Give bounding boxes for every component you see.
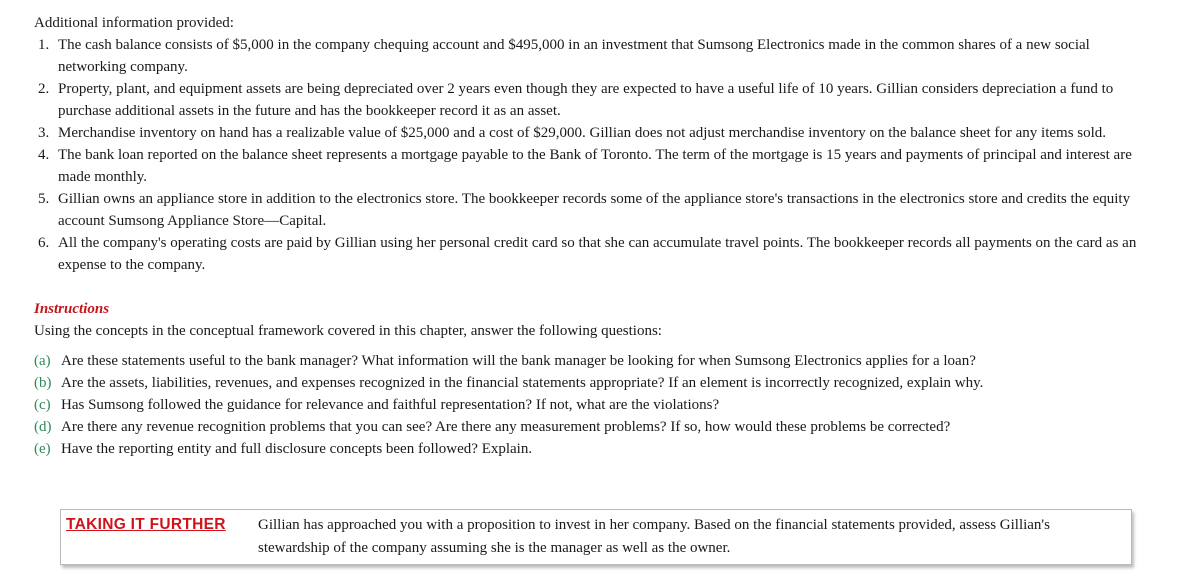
question-text: Are there any revenue recognition problems that you can see? Are there any measurement problems? If so, how would these problems be corrected?	[61, 419, 951, 435]
intro-text: Additional information provided:	[34, 15, 234, 31]
question-a	[34, 350, 1144, 372]
question-text: Are the assets, liabilities, revenues, and expenses recognized in the financial statements appropriate? If an element is incorrectly recognized, explain why.	[61, 375, 984, 391]
info-item-number: 4.	[38, 147, 50, 163]
info-item-number: 1.	[38, 37, 50, 53]
question-b	[34, 372, 1144, 394]
question-list	[34, 350, 1144, 460]
info-item-text: Gillian owns an appliance store in addition to the electronics store. The bookkeeper records some of the appliance store's transactions in the electronics store and credits the equity account Sumsong Appliance Store—Capital.	[58, 191, 1131, 229]
info-item-6	[34, 232, 1144, 276]
info-item-5	[34, 188, 1144, 232]
question-text: Are these statements useful to the bank manager? What information will the bank manager be looking for when Sumsong Electronics applies for a loan?	[61, 353, 976, 369]
question-text: Has Sumsong followed the guidance for relevance and faithful representation? If not, what are the violations?	[61, 397, 720, 413]
info-item-4	[34, 144, 1144, 188]
question-text: Have the reporting entity and full disclosure concepts been followed? Explain.	[61, 441, 533, 457]
info-item-text: Property, plant, and equipment assets are being depreciated over 2 years even though they are expected to have a useful life of 10 years. Gillian considers depreciation a fund to purchase additional assets in the future and has the bookkeeper record it as an asset.	[58, 81, 1114, 119]
question-label: (c)	[34, 397, 51, 413]
question-label: (e)	[34, 441, 51, 457]
info-item-text: The bank loan reported on the balance sheet represents a mortgage payable to the Bank of Toronto. The term of the mortgage is 15 years and payments of principal and interest are made monthly.	[58, 147, 1132, 185]
question-label: (a)	[34, 353, 51, 369]
info-item-number: 3.	[38, 125, 50, 141]
info-item-number: 2.	[38, 81, 50, 97]
taking-it-further-box	[60, 509, 1132, 565]
info-item-text: The cash balance consists of $5,000 in the company chequing account and $495,000 in an investment that Sumsong Electronics made in the common shares of a new social networking company.	[58, 37, 1090, 75]
info-item-number: 6.	[38, 235, 50, 251]
instructions-lead: Using the concepts in the conceptual framework covered in this chapter, answer the following questions:	[34, 323, 662, 339]
info-item-2	[34, 78, 1144, 122]
info-item-text: All the company's operating costs are paid by Gillian using her personal credit card so that she can accumulate travel points. The bookkeeper records all payments on the card as an expense to the company.	[58, 235, 1137, 273]
instructions-heading: Instructions	[34, 301, 110, 317]
question-label: (d)	[34, 419, 52, 435]
question-d	[34, 416, 1144, 438]
info-list	[34, 34, 1144, 276]
info-item-1	[34, 34, 1144, 78]
question-label: (b)	[34, 375, 52, 391]
info-item-text: Merchandise inventory on hand has a realizable value of $25,000 and a cost of $29,000. Gillian does not adjust merchandise inventory on the balance sheet for any items sold.	[58, 125, 1107, 141]
document-body	[34, 12, 1144, 556]
question-e	[34, 438, 1144, 460]
taking-it-further-text: Gillian has approached you with a proposition to invest in her company. Based on the financial statements provided, assess Gillian's stewardship of the company assuming she is the manager as well as the owner.	[258, 517, 1050, 556]
info-item-3	[34, 122, 1144, 144]
taking-it-further-label: TAKING IT FURTHER	[66, 516, 226, 533]
question-c	[34, 394, 1144, 416]
info-item-number: 5.	[38, 191, 50, 207]
